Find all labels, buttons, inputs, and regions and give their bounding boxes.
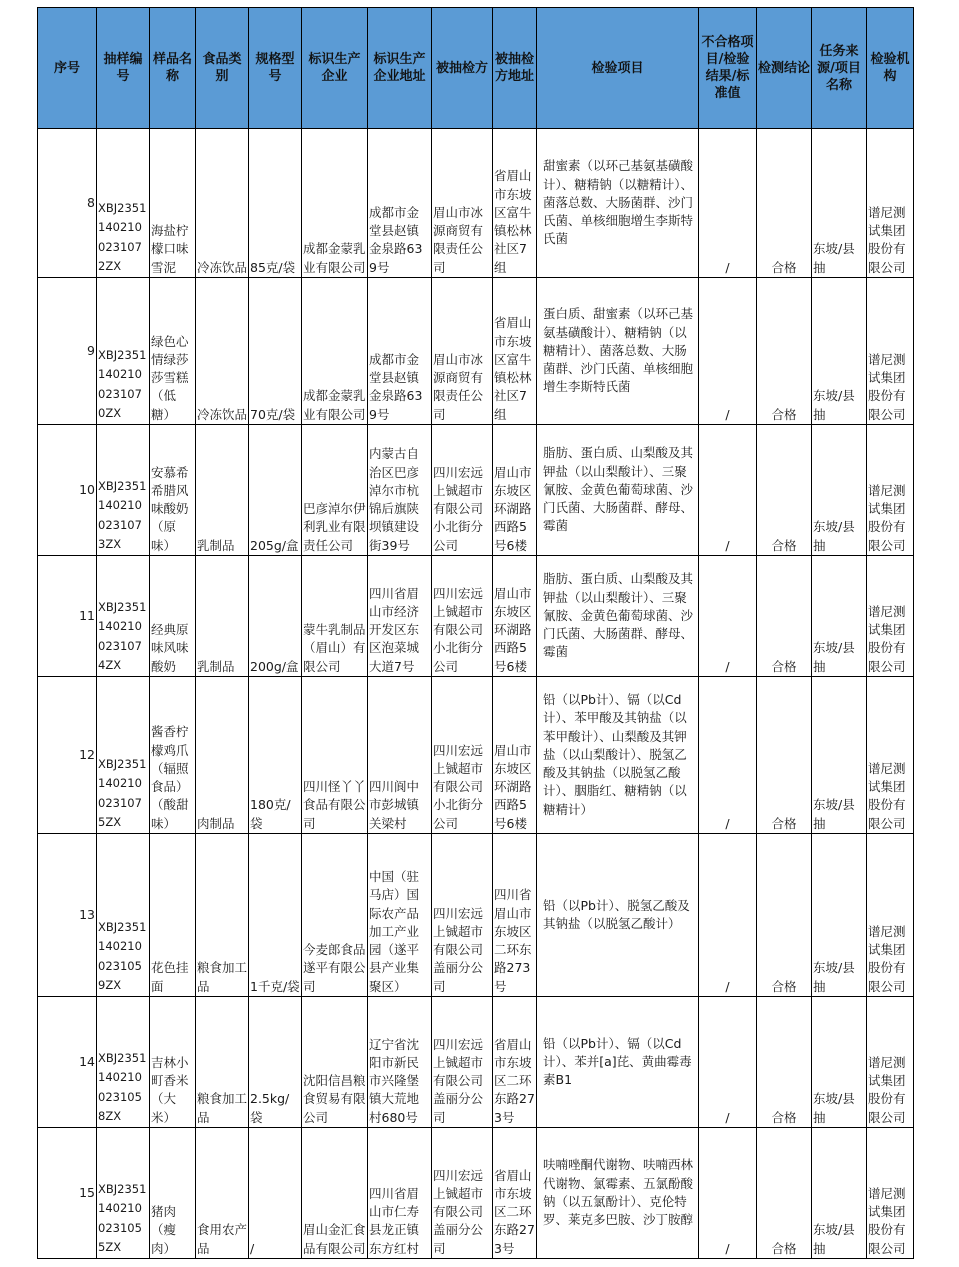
row-producer-address: 四川省眉山市仁寿县龙正镇东方红村 xyxy=(368,1128,432,1259)
row-serial-no: 12 xyxy=(38,677,97,834)
row-sampled-address: 眉山市东坡区环湖路西路5号6楼 xyxy=(493,677,537,834)
row-producer-address: 中国（驻马店）国际农产品加工产业园（遂平县产业集聚区） xyxy=(368,834,432,997)
header-serial-no: 序号 xyxy=(38,8,97,129)
row-serial-no: 10 xyxy=(38,425,97,556)
row-sample-code: XBJ23511402100231073ZX xyxy=(97,425,150,556)
table-row xyxy=(38,425,914,556)
header-sampled-address: 被抽检方地址 xyxy=(493,8,537,129)
row-food-category: 冷冻饮品 xyxy=(196,278,249,425)
table-row xyxy=(38,997,914,1128)
row-inspection-org: 谱尼测试集团股份有限公司 xyxy=(867,556,914,677)
row-producer: 成都金蒙乳业有限公司 xyxy=(302,129,368,278)
row-serial-no: 11 xyxy=(38,556,97,677)
row-sample-name: 酱香柠檬鸡爪（辐照食品）（酸甜味） xyxy=(150,677,196,834)
inspection-results-table xyxy=(37,7,914,1259)
row-producer: 四川怪丫丫食品有限公司 xyxy=(302,677,368,834)
row-conclusion: 合格 xyxy=(757,556,812,677)
row-spec: 1千克/袋 xyxy=(249,834,302,997)
row-task-source: 东坡/县抽 xyxy=(812,834,867,997)
row-sampled-party: 四川宏远上铖超市有限公司盖丽分公司 xyxy=(432,1128,493,1259)
row-sample-name: 安慕希希腊风味酸奶（原味） xyxy=(150,425,196,556)
header-conclusion: 检测结论 xyxy=(757,8,812,129)
row-sample-code: XBJ23511402100231072ZX xyxy=(97,129,150,278)
row-task-source: 东坡/县抽 xyxy=(812,425,867,556)
header-food-category: 食品类别 xyxy=(196,8,249,129)
row-conclusion: 合格 xyxy=(757,425,812,556)
row-producer-address: 内蒙古自治区巴彦淖尔市杭锦后旗陕坝镇建设街39号 xyxy=(368,425,432,556)
row-conclusion: 合格 xyxy=(757,129,812,278)
row-serial-no: 8 xyxy=(38,129,97,278)
row-sample-code: XBJ23511402100231070ZX xyxy=(97,278,150,425)
row-sample-name: 经典原味风味酸奶 xyxy=(150,556,196,677)
row-sampled-party: 四川宏远上铖超市有限公司小北街分公司 xyxy=(432,425,493,556)
row-sampled-address: 四川省眉山市东坡区二环东路273号 xyxy=(493,834,537,997)
header-inspection-org: 检验机构 xyxy=(867,8,914,129)
row-failed-items: / xyxy=(699,278,757,425)
table-row xyxy=(38,129,914,278)
row-sampled-address: 省眉山市东坡区富牛镇松林社区7组 xyxy=(493,129,537,278)
row-sampled-address: 省眉山市东坡区二环东路273号 xyxy=(493,1128,537,1259)
row-sample-code: XBJ23511402100231058ZX xyxy=(97,997,150,1128)
row-inspection-org: 谱尼测试集团股份有限公司 xyxy=(867,834,914,997)
table-row xyxy=(38,556,914,677)
row-failed-items: / xyxy=(699,834,757,997)
row-sampled-address: 眉山市东坡区环湖路西路5号6楼 xyxy=(493,556,537,677)
header-spec: 规格型号 xyxy=(249,8,302,129)
row-task-source: 东坡/县抽 xyxy=(812,1128,867,1259)
row-conclusion: 合格 xyxy=(757,997,812,1128)
row-test-items: 甜蜜素（以环己基氨基磺酸计）、糖精钠（以糖精计）、菌落总数、大肠菌群、沙门氏菌、单核细胞增生李斯特氏菌 xyxy=(537,129,699,278)
row-inspection-org: 谱尼测试集团股份有限公司 xyxy=(867,129,914,278)
row-inspection-org: 谱尼测试集团股份有限公司 xyxy=(867,278,914,425)
row-task-source: 东坡/县抽 xyxy=(812,278,867,425)
row-sampled-party: 四川宏远上铖超市有限公司小北街分公司 xyxy=(432,677,493,834)
row-producer-address: 辽宁省沈阳市新民市兴隆堡镇大荒地村680号 xyxy=(368,997,432,1128)
row-test-items: 铅（以Pb计）、镉（以Cd计）、苯甲酸及其钠盐（以苯甲酸计）、山梨酸及其钾盐（以山梨酸计）、脱氢乙酸及其钠盐（以脱氢乙酸计）、胭脂红、糖精钠（以糖精计） xyxy=(537,677,699,834)
table-header-row xyxy=(38,8,914,129)
row-spec: 180克/袋 xyxy=(249,677,302,834)
row-test-items: 脂肪、蛋白质、山梨酸及其钾盐（以山梨酸计）、三聚氰胺、金黄色葡萄球菌、沙门氏菌、大肠菌群、酵母、霉菌 xyxy=(537,556,699,677)
row-inspection-org: 谱尼测试集团股份有限公司 xyxy=(867,1128,914,1259)
header-producer-address: 标识生产企业地址 xyxy=(368,8,432,129)
row-conclusion: 合格 xyxy=(757,278,812,425)
header-sample-name: 样品名称 xyxy=(150,8,196,129)
row-sampled-party: 四川宏远上铖超市有限公司盖丽分公司 xyxy=(432,834,493,997)
row-sampled-address: 省眉山市东坡区二环东路273号 xyxy=(493,997,537,1128)
row-inspection-org: 谱尼测试集团股份有限公司 xyxy=(867,425,914,556)
header-sampled-party: 被抽检方 xyxy=(432,8,493,129)
row-sampled-address: 省眉山市东坡区富牛镇松林社区7组 xyxy=(493,278,537,425)
row-spec: 85克/袋 xyxy=(249,129,302,278)
row-food-category: 冷冻饮品 xyxy=(196,129,249,278)
row-food-category: 食用农产品 xyxy=(196,1128,249,1259)
row-test-items: 铅（以Pb计）、脱氢乙酸及其钠盐（以脱氢乙酸计） xyxy=(537,834,699,997)
row-producer: 成都金蒙乳业有限公司 xyxy=(302,278,368,425)
row-producer-address: 四川省眉山市经济开发区东区泡菜城大道7号 xyxy=(368,556,432,677)
row-conclusion: 合格 xyxy=(757,834,812,997)
row-inspection-org: 谱尼测试集团股份有限公司 xyxy=(867,997,914,1128)
row-sample-name: 绿色心情绿莎莎雪糕（低糖） xyxy=(150,278,196,425)
row-sample-code: XBJ23511402100231074ZX xyxy=(97,556,150,677)
row-producer-address: 四川阆中市彭城镇关梁村 xyxy=(368,677,432,834)
row-failed-items: / xyxy=(699,556,757,677)
row-producer-address: 成都市金堂县赵镇金泉路639号 xyxy=(368,278,432,425)
header-task-source: 任务来源/项目名称 xyxy=(812,8,867,129)
row-sample-name: 吉林小町香米（大米） xyxy=(150,997,196,1128)
row-sample-name: 海盐柠檬口味雪泥 xyxy=(150,129,196,278)
header-producer: 标识生产企业 xyxy=(302,8,368,129)
row-sampled-address: 眉山市东坡区环湖路西路5号6楼 xyxy=(493,425,537,556)
row-test-items: 脂肪、蛋白质、山梨酸及其钾盐（以山梨酸计）、三聚氰胺、金黄色葡萄球菌、沙门氏菌、大肠菌群、酵母、霉菌 xyxy=(537,425,699,556)
row-producer: 蒙牛乳制品（眉山）有限公司 xyxy=(302,556,368,677)
row-spec: 200g/盒 xyxy=(249,556,302,677)
row-test-items: 蛋白质、甜蜜素（以环己基氨基磺酸计）、糖精钠（以糖精计）、菌落总数、大肠菌群、沙门氏菌、单核细胞增生李斯特氏菌 xyxy=(537,278,699,425)
row-serial-no: 15 xyxy=(38,1128,97,1259)
row-sampled-party: 眉山市冰源商贸有限责任公司 xyxy=(432,129,493,278)
row-test-items: 铅（以Pb计）、镉（以Cd计）、苯并[a]芘、黄曲霉毒素B1 xyxy=(537,997,699,1128)
row-failed-items: / xyxy=(699,1128,757,1259)
row-sample-name: 猪肉（瘦肉） xyxy=(150,1128,196,1259)
row-conclusion: 合格 xyxy=(757,677,812,834)
row-food-category: 乳制品 xyxy=(196,556,249,677)
row-inspection-org: 谱尼测试集团股份有限公司 xyxy=(867,677,914,834)
row-food-category: 粮食加工品 xyxy=(196,834,249,997)
row-food-category: 粮食加工品 xyxy=(196,997,249,1128)
header-test-items: 检验项目 xyxy=(537,8,699,129)
row-producer: 巴彦淖尔伊利乳业有限责任公司 xyxy=(302,425,368,556)
row-sampled-party: 四川宏远上铖超市有限公司盖丽分公司 xyxy=(432,997,493,1128)
row-producer: 今麦郎食品遂平有限公司 xyxy=(302,834,368,997)
row-sample-code: XBJ23511402100231059ZX xyxy=(97,834,150,997)
row-task-source: 东坡/县抽 xyxy=(812,677,867,834)
table-row xyxy=(38,677,914,834)
row-food-category: 乳制品 xyxy=(196,425,249,556)
row-producer: 沈阳信昌粮食贸易有限公司 xyxy=(302,997,368,1128)
row-spec: 205g/盒 xyxy=(249,425,302,556)
row-serial-no: 9 xyxy=(38,278,97,425)
row-sampled-party: 眉山市冰源商贸有限责任公司 xyxy=(432,278,493,425)
table-row xyxy=(38,1128,914,1259)
header-failed-items: 不合格项目/检验结果/标准值 xyxy=(699,8,757,129)
row-conclusion: 合格 xyxy=(757,1128,812,1259)
row-sample-code: XBJ23511402100231055ZX xyxy=(97,1128,150,1259)
row-task-source: 东坡/县抽 xyxy=(812,129,867,278)
row-sample-code: XBJ23511402100231075ZX xyxy=(97,677,150,834)
row-food-category: 肉制品 xyxy=(196,677,249,834)
row-serial-no: 14 xyxy=(38,997,97,1128)
row-serial-no: 13 xyxy=(38,834,97,997)
row-task-source: 东坡/县抽 xyxy=(812,997,867,1128)
row-failed-items: / xyxy=(699,677,757,834)
row-producer-address: 成都市金堂县赵镇金泉路639号 xyxy=(368,129,432,278)
table-row xyxy=(38,834,914,997)
row-test-items: 呋喃唑酮代谢物、呋喃西林代谢物、氯霉素、五氯酚酸钠（以五氯酚计）、克伦特罗、莱克多巴胺、沙丁胺醇 xyxy=(537,1128,699,1259)
row-sample-name: 花色挂面 xyxy=(150,834,196,997)
row-spec: / xyxy=(249,1128,302,1259)
row-producer: 眉山金汇食品有限公司 xyxy=(302,1128,368,1259)
row-spec: 70克/袋 xyxy=(249,278,302,425)
row-failed-items: / xyxy=(699,425,757,556)
row-spec: 2.5kg/袋 xyxy=(249,997,302,1128)
row-sampled-party: 四川宏远上铖超市有限公司小北街分公司 xyxy=(432,556,493,677)
row-failed-items: / xyxy=(699,997,757,1128)
row-failed-items: / xyxy=(699,129,757,278)
table-row xyxy=(38,278,914,425)
row-task-source: 东坡/县抽 xyxy=(812,556,867,677)
header-sample-code: 抽样编号 xyxy=(97,8,150,129)
